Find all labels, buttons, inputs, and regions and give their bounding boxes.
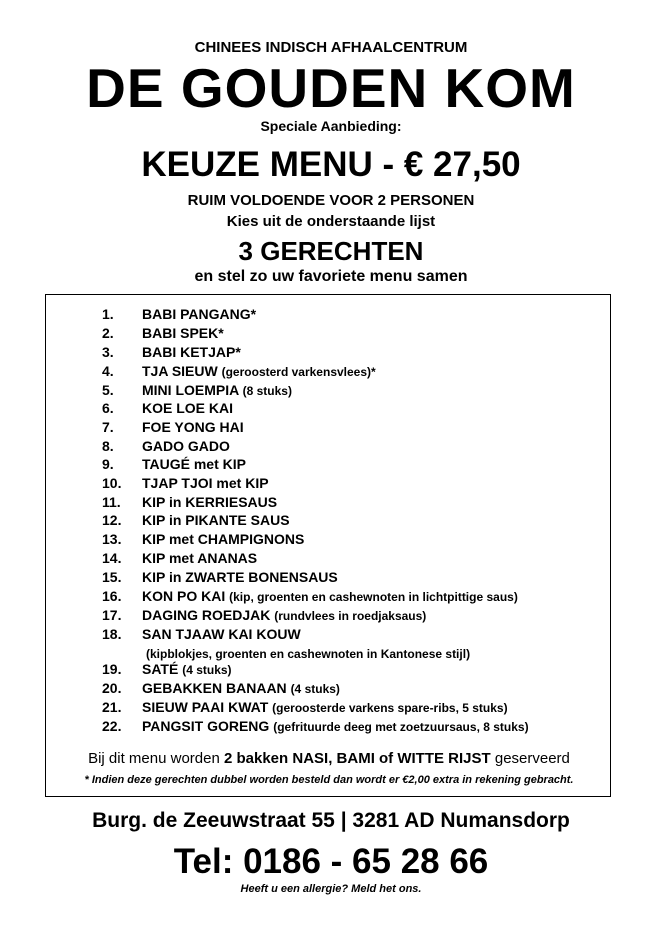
subtitle: CHINEES INDISCH AFHAALCENTRUM [194,39,468,56]
menu-item-note: (geroosterd varkensvlees)* [221,365,376,379]
menu-item-title: PANGSIT GORENG [142,718,270,734]
menu-item [46,324,612,342]
menu-item-number: 20. [102,680,122,696]
menu-title: KEUZE MENU - € 27,50 [141,145,521,184]
menu-item-name [142,511,290,529]
menu-item-number: 10. [102,475,122,491]
menu-item-title: GADO GADO [142,438,230,454]
phone-number: Tel: 0186 - 65 28 66 [173,842,489,881]
menu-item-name [142,474,269,492]
dish-count: 3 GERECHTEN [238,236,424,266]
menu-item-number: 18. [102,626,122,642]
menu-item-number: 13. [102,531,122,547]
menu-item-name [142,717,529,736]
menu-item [46,381,612,399]
menu-item-note: (4 stuks) [290,682,340,696]
menu-item-name [142,660,232,679]
menu-item-title: KIP in ZWARTE BONENSAUS [142,569,338,585]
menu-item-name [142,549,257,567]
menu-item-number: 6. [102,400,114,416]
menu-item-number: 21. [102,699,122,715]
menu-item-number: 1. [102,306,114,322]
menu-item-name [142,625,301,643]
menu-item-name [142,455,246,473]
serve-suffix: geserveerd [490,750,570,767]
menu-item [46,305,612,323]
menu-item-title: TJAP TJOI met KIP [142,475,269,491]
menu-item-title: BABI SPEK* [142,325,224,341]
menu-item [46,437,612,455]
menu-item-title: KIP met ANANAS [142,550,258,566]
menu-item-title: TAUGÉ met KIP [142,456,246,472]
menu-item [46,343,612,361]
menu-item-number: 3. [102,344,114,360]
menu-item-number: 7. [102,419,114,435]
extra-charge-note: * Indien deze gerechten dubbel worden besteld dan wordt er €2,00 extra in rekening gebracht. [84,774,574,786]
menu-item-title: KON PO KAI [142,588,226,604]
menu-item-name [142,587,518,606]
menu-item-name [142,399,233,417]
menu-item [46,474,612,492]
menu-item [46,549,612,567]
menu-item-note: (rundvlees in roedjaksaus) [274,609,427,623]
menu-item [46,511,612,529]
menu-item-note: (4 stuks) [182,663,232,677]
menu-item-name [142,381,292,400]
menu-item-number: 22. [102,718,122,734]
menu-item-name [142,493,277,511]
menu-item-name [142,606,426,625]
menu-item-number: 9. [102,456,114,472]
menu-item [46,568,612,586]
menu-item [46,660,612,678]
compose-text: en stel zo uw favoriete menu samen [194,268,468,285]
menu-item-title: KIP met CHAMPIGNONS [142,531,305,547]
menu-item [46,698,612,716]
menu-item-name [142,568,338,586]
menu-item-title: TJA SIEUW [142,363,218,379]
menu-item-note: (8 stuks) [242,384,292,398]
serve-bold: 2 bakken NASI, BAMI of WITTE RIJST [223,750,491,767]
menu-item-title: MINI LOEMPIA [142,382,239,398]
menu-item-title: FOE YONG HAI [142,419,244,435]
menu-item [46,362,612,380]
address: Burg. de Zeeuwstraat 55 | 3281 AD Numansdorp [92,809,570,832]
menu-item-note: (gefrituurde deeg met zoetzuursaus, 8 stuks) [273,720,529,734]
menu-item-name [142,679,340,698]
brand-name: DE GOUDEN KOM [86,57,576,119]
persons-text: RUIM VOLDOENDE VOOR 2 PERSONEN [187,192,475,209]
menu-item-name [142,418,244,436]
menu-item-name [142,305,256,323]
special-offer-label: Speciale Aanbieding: [260,118,402,134]
menu-item-name [142,324,224,342]
menu-item-title: KIP in PIKANTE SAUS [142,512,290,528]
menu-list-box [45,294,611,797]
menu-item-note: (kip, groenten en cashewnoten in lichtpittige saus) [229,590,518,604]
menu-item-title: SAN TJAAW KAI KOUW [142,626,301,642]
menu-item-name [142,698,508,717]
menu-item-name [142,437,230,455]
serve-note [46,750,612,767]
menu-item [46,679,612,697]
menu-item-title: SATÉ [142,661,179,677]
menu-item-title: DAGING ROEDJAK [142,607,271,623]
menu-item-name [142,343,241,361]
menu-item-title: KOE LOE KAI [142,400,234,416]
menu-item [46,606,612,624]
menu-item-title: BABI PANGANG* [142,306,257,322]
menu-item-title: KIP in KERRIESAUS [142,494,278,510]
menu-item-note: (geroosterde varkens spare-ribs, 5 stuks) [272,701,508,715]
menu-item-number: 8. [102,438,114,454]
choose-text: Kies uit de onderstaande lijst [226,213,436,230]
menu-item-name [142,362,376,381]
menu-item-number: 4. [102,363,114,379]
menu-item-number: 17. [102,607,122,623]
menu-item-number: 5. [102,382,114,398]
menu-item [46,530,612,548]
menu-item-number: 2. [102,325,114,341]
serve-prefix: Bij dit menu worden [88,750,224,767]
menu-item-number: 11. [102,494,121,510]
menu-item-number: 19. [102,661,122,677]
menu-item [46,587,612,605]
menu-item [46,418,612,436]
menu-item-number: 15. [102,569,122,585]
menu-item [46,399,612,417]
menu-item-title: SIEUW PAAI KWAT [142,699,269,715]
menu-item [46,455,612,473]
menu-item-title: GEBAKKEN BANAAN [142,680,287,696]
menu-item [46,625,612,643]
menu-item-18-detail: (kipblokjes, groenten en cashewnoten in Kantonese stijl) [146,647,471,661]
menu-item [46,717,612,735]
menu-item-number: 12. [102,512,122,528]
menu-item-number: 16. [102,588,122,604]
menu-item [46,493,612,511]
menu-item-number: 14. [102,550,122,566]
menu-item-title: BABI KETJAP* [142,344,241,360]
allergy-note: Heeft u een allergie? Meld het ons. [240,883,422,895]
menu-item-name [142,530,304,548]
